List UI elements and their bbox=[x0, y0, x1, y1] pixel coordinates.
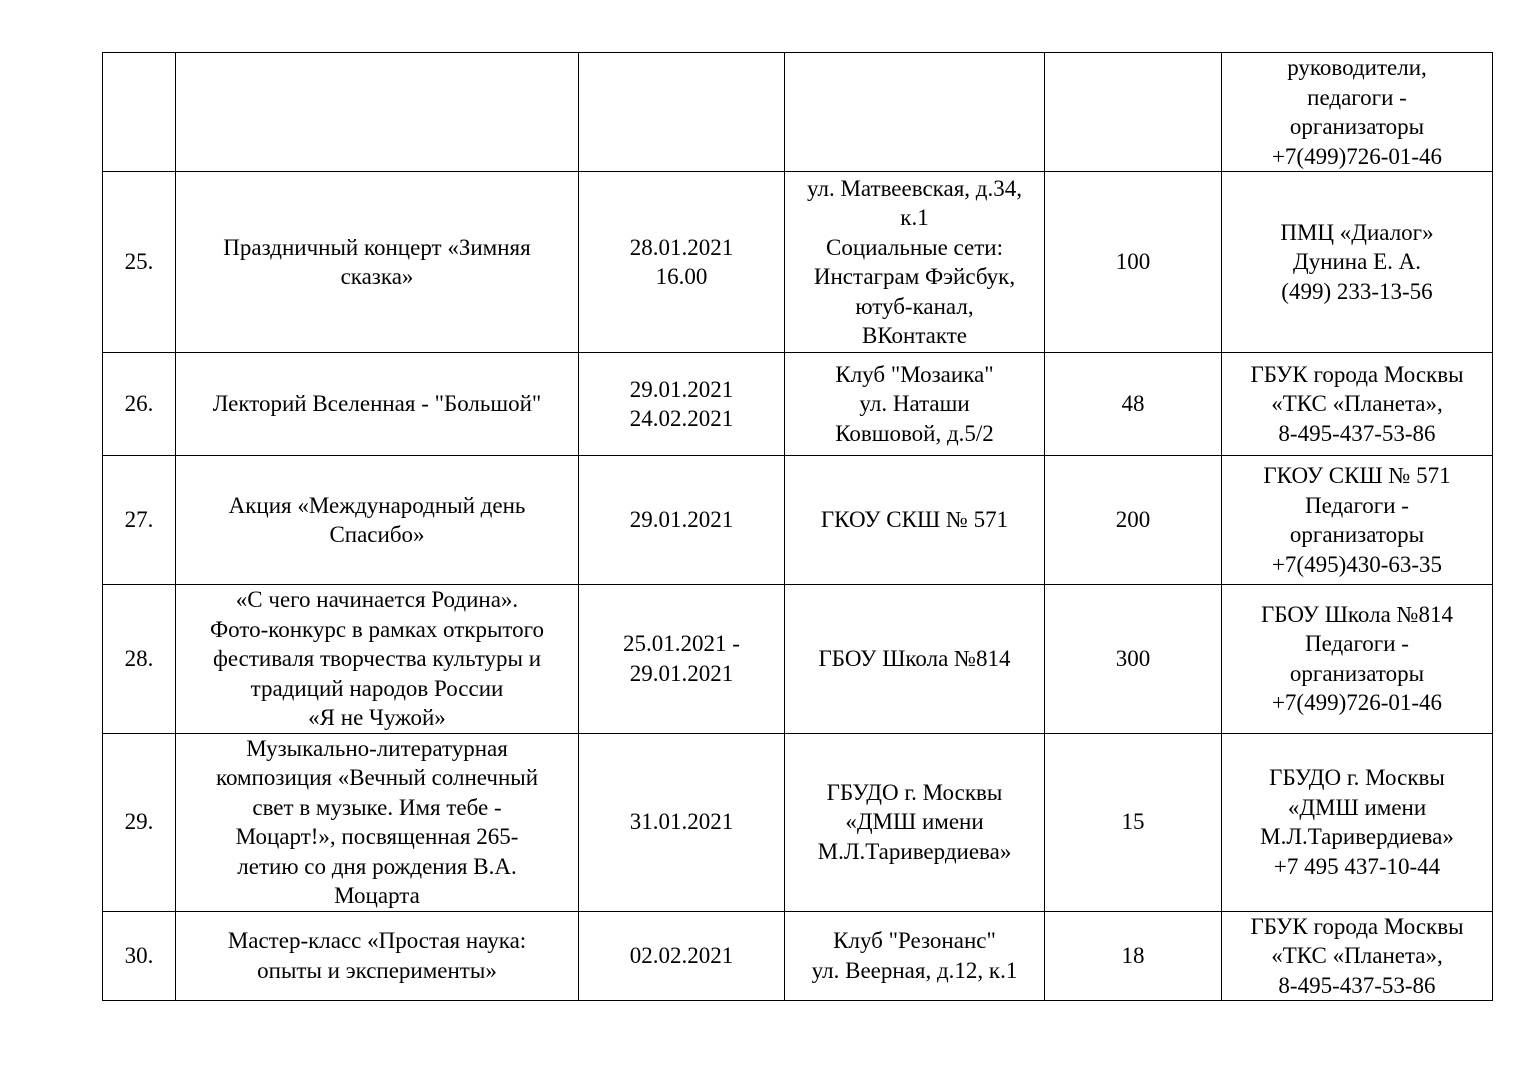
event-place: ГБУДО г. Москвы «ДМШ имени М.Л.Таривердиева» bbox=[785, 733, 1045, 911]
event-place: Клуб "Мозаика" ул. Наташи Ковшовой, д.5/2 bbox=[785, 353, 1045, 456]
event-place: ГБОУ Школа №814 bbox=[785, 585, 1045, 734]
participant-count: 300 bbox=[1045, 585, 1222, 734]
event-date: 02.02.2021 bbox=[579, 911, 785, 1001]
event-name: Мастер-класс «Простая наука: опыты и эксперименты» bbox=[176, 911, 579, 1001]
row-number: 27. bbox=[103, 456, 176, 585]
event-name: Акция «Международный день Спасибо» bbox=[176, 456, 579, 585]
row-number: 26. bbox=[103, 353, 176, 456]
event-place bbox=[785, 53, 1045, 172]
table-row bbox=[103, 53, 1493, 172]
participant-count bbox=[1045, 53, 1222, 172]
table-row bbox=[103, 353, 1493, 456]
organizer-contact: руководители, педагоги - организаторы +7(499)726-01-46 bbox=[1222, 53, 1493, 172]
organizer-contact: ГКОУ СКШ № 571 Педагоги - организаторы +7(495)430-63-35 bbox=[1222, 456, 1493, 585]
event-date: 28.01.2021 16.00 bbox=[579, 172, 785, 353]
table-row bbox=[103, 172, 1493, 353]
row-number: 25. bbox=[103, 172, 176, 353]
organizer-contact: ГБУК города Москвы «ТКС «Планета», 8-495-437-53-86 bbox=[1222, 911, 1493, 1001]
event-place: ул. Матвеевская, д.34, к.1 Социальные сети: Инстаграм Фэйсбук, ютуб-канал, ВКонтакте bbox=[785, 172, 1045, 353]
event-place: Клуб "Резонанс" ул. Веерная, д.12, к.1 bbox=[785, 911, 1045, 1001]
row-number: 28. bbox=[103, 585, 176, 734]
participant-count: 18 bbox=[1045, 911, 1222, 1001]
row-number bbox=[103, 53, 176, 172]
event-name: Праздничный концерт «Зимняя сказка» bbox=[176, 172, 579, 353]
participant-count: 48 bbox=[1045, 353, 1222, 456]
event-date: 25.01.2021 - 29.01.2021 bbox=[579, 585, 785, 734]
participant-count: 100 bbox=[1045, 172, 1222, 353]
row-number: 30. bbox=[103, 911, 176, 1001]
event-name: Лекторий Вселенная - "Большой" bbox=[176, 353, 579, 456]
event-name bbox=[176, 53, 579, 172]
organizer-contact: ГБУДО г. Москвы «ДМШ имени М.Л.Таривердиева» +7 495 437-10-44 bbox=[1222, 733, 1493, 911]
event-date bbox=[579, 53, 785, 172]
events-table bbox=[102, 52, 1493, 1001]
table-row bbox=[103, 733, 1493, 911]
event-date: 29.01.2021 bbox=[579, 456, 785, 585]
organizer-contact: ГБОУ Школа №814 Педагоги - организаторы +7(499)726-01-46 bbox=[1222, 585, 1493, 734]
organizer-contact: ПМЦ «Диалог» Дунина Е. А. (499) 233-13-56 bbox=[1222, 172, 1493, 353]
table-row bbox=[103, 911, 1493, 1001]
event-place: ГКОУ СКШ № 571 bbox=[785, 456, 1045, 585]
organizer-contact: ГБУК города Москвы «ТКС «Планета», 8-495-437-53-86 bbox=[1222, 353, 1493, 456]
event-name: «С чего начинается Родина». Фото-конкурс в рамках открытого фестиваля творчества культуры и традиций народов России «Я не Чужой» bbox=[176, 585, 579, 734]
event-date: 31.01.2021 bbox=[579, 733, 785, 911]
event-name: Музыкально-литературная композиция «Вечный солнечный свет в музыке. Имя тебе - Моцарт!», посвященная 265- летию со дня рождения В.А. Моцарта bbox=[176, 733, 579, 911]
table-row bbox=[103, 585, 1493, 734]
row-number: 29. bbox=[103, 733, 176, 911]
table-row bbox=[103, 456, 1493, 585]
event-date: 29.01.2021 24.02.2021 bbox=[579, 353, 785, 456]
participant-count: 200 bbox=[1045, 456, 1222, 585]
participant-count: 15 bbox=[1045, 733, 1222, 911]
